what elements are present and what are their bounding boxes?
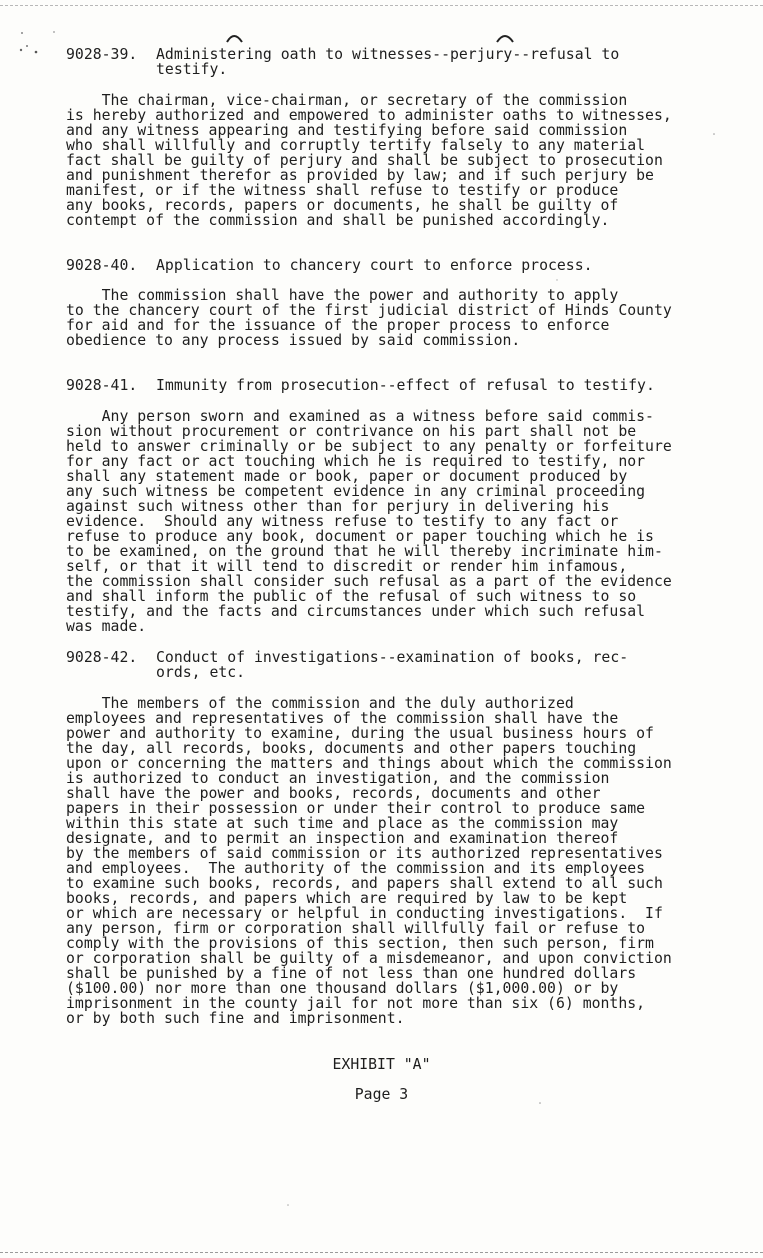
body-line: manifest, or if the witness shall refuse to testify or produce [66, 182, 619, 199]
body-line: evidence. Should any witness refuse to testify to any fact or [66, 513, 619, 530]
body-line: ($100.00) nor more than one thousand dollars ($1,000.00) or by [66, 980, 619, 997]
body-line: for aid and for the issuance of the proper process to enforce [66, 317, 610, 334]
body-line: employees and representatives of the commission shall have the [66, 710, 619, 727]
section-body-9028-41 [66, 409, 746, 634]
body-line: contempt of the commission and shall be punished accordingly. [66, 212, 610, 229]
body-line: shall be punished by a fine of not less than one hundred dollars [66, 965, 637, 982]
section-number: 9028-41. [66, 377, 138, 394]
body-line: the day, all records, books, documents and other papers touching [66, 740, 637, 757]
body-line: The members of the commission and the duly authorized [66, 695, 574, 712]
body-line: shall any statement made or book, paper or document produced by [66, 468, 628, 485]
body-line: and employees. The authority of the commission and its employees [66, 860, 646, 877]
section-title-line: ords, etc. [156, 664, 246, 681]
body-line: upon or concerning the matters and things about which the commission [66, 755, 672, 772]
body-line: for any fact or act touching which he is required to testify, nor [66, 453, 646, 470]
body-line: any books, records, papers or documents, he shall be guilty of [66, 197, 619, 214]
section-body-9028-40 [66, 288, 746, 348]
body-line: shall have the power and books, records, documents and other [66, 785, 601, 802]
section-title-line: Conduct of investigations--examination of books, rec- [156, 649, 629, 666]
section-heading-9028-40 [66, 258, 746, 273]
body-line: is authorized to conduct an investigation, and the commission [66, 770, 610, 787]
section-number: 9028-39. [66, 46, 138, 63]
body-line: obedience to any process issued by said commission. [66, 332, 521, 349]
body-line: any person, firm or corporation shall willfully fail or refuse to [66, 920, 646, 937]
body-line: the commission shall consider such refusal as a part of the evidence [66, 573, 672, 590]
section-heading-9028-42 [66, 650, 746, 680]
body-line: was made. [66, 618, 147, 635]
body-line: to the chancery court of the first judicial district of Hinds County [66, 302, 672, 319]
section-number: 9028-42. [66, 649, 138, 666]
body-line: Any person sworn and examined as a witness before said commis- [66, 408, 654, 425]
body-line: power and authority to examine, during the usual business hours of [66, 725, 654, 742]
body-line: refuse to produce any book, document or paper touching which he is [66, 528, 654, 545]
section-title-line: Application to chancery court to enforce process. [156, 257, 593, 274]
body-line: or which are necessary or helpful in conducting investigations. If [66, 905, 663, 922]
body-line: imprisonment in the county jail for not more than six (6) months, [66, 995, 646, 1012]
section-heading-9028-39 [66, 47, 746, 77]
body-line: and any witness appearing and testifying before said commission [66, 122, 628, 139]
body-line: The commission shall have the power and authority to apply [66, 287, 619, 304]
section-number: 9028-40. [66, 257, 138, 274]
body-line: or by both such fine and imprisonment. [66, 1010, 405, 1027]
body-line: to be examined, on the ground that he will thereby incriminate him- [66, 543, 663, 560]
section-heading-9028-41 [66, 378, 746, 393]
body-line: comply with the provisions of this section, then such person, firm [66, 935, 654, 952]
section-title-line: testify. [156, 61, 228, 78]
section-body-9028-39 [66, 93, 746, 228]
body-line: held to answer criminally or be subject to any penalty or forfeiture [66, 438, 672, 455]
body-line: sion without procurement or contrivance on his part shall not be [66, 423, 637, 440]
body-line: The chairman, vice-chairman, or secretary of the commission [66, 92, 628, 109]
body-line: books, records, and papers which are required by law to be kept [66, 890, 628, 907]
body-line: or corporation shall be guilty of a misdemeanor, and upon conviction [66, 950, 672, 967]
body-line: and shall inform the public of the refusal of such witness to so [66, 588, 637, 605]
bottom-page-edge [0, 1252, 763, 1253]
body-line: is hereby authorized and empowered to administer oaths to witnesses, [66, 107, 672, 124]
body-line: testify, and the facts and circumstances under which such refusal [66, 603, 646, 620]
body-line: any such witness be competent evidence in any criminal proceeding [66, 483, 646, 500]
body-line: against such witness other than for perjury in delivering his [66, 498, 610, 515]
body-line: and punishment therefor as provided by law; and if such perjury be [66, 167, 654, 184]
exhibit-label: EXHIBIT "A" [332, 1056, 431, 1073]
body-line: papers in their possession or under their control to produce same [66, 800, 646, 817]
body-line: within this state at such time and place as the commission may [66, 815, 619, 832]
section-title-line: Immunity from prosecution--effect of refusal to testify. [156, 377, 655, 394]
section-body-9028-42 [66, 696, 746, 1026]
body-line: by the members of said commission or its authorized representatives [66, 845, 663, 862]
body-line: designate, and to permit an inspection and examination thereof [66, 830, 619, 847]
body-line: who shall willfully and corruptly tertify falsely to any material [66, 137, 646, 154]
body-line: to examine such books, records, and papers shall extend to all such [66, 875, 663, 892]
body-line: self, or that it will tend to discredit or render him infamous, [66, 558, 628, 575]
section-title-line: Administering oath to witnesses--perjury--refusal to [156, 46, 620, 63]
body-line: fact shall be guilty of perjury and shall be subject to prosecution [66, 152, 663, 169]
page-number: Page 3 [354, 1086, 409, 1103]
